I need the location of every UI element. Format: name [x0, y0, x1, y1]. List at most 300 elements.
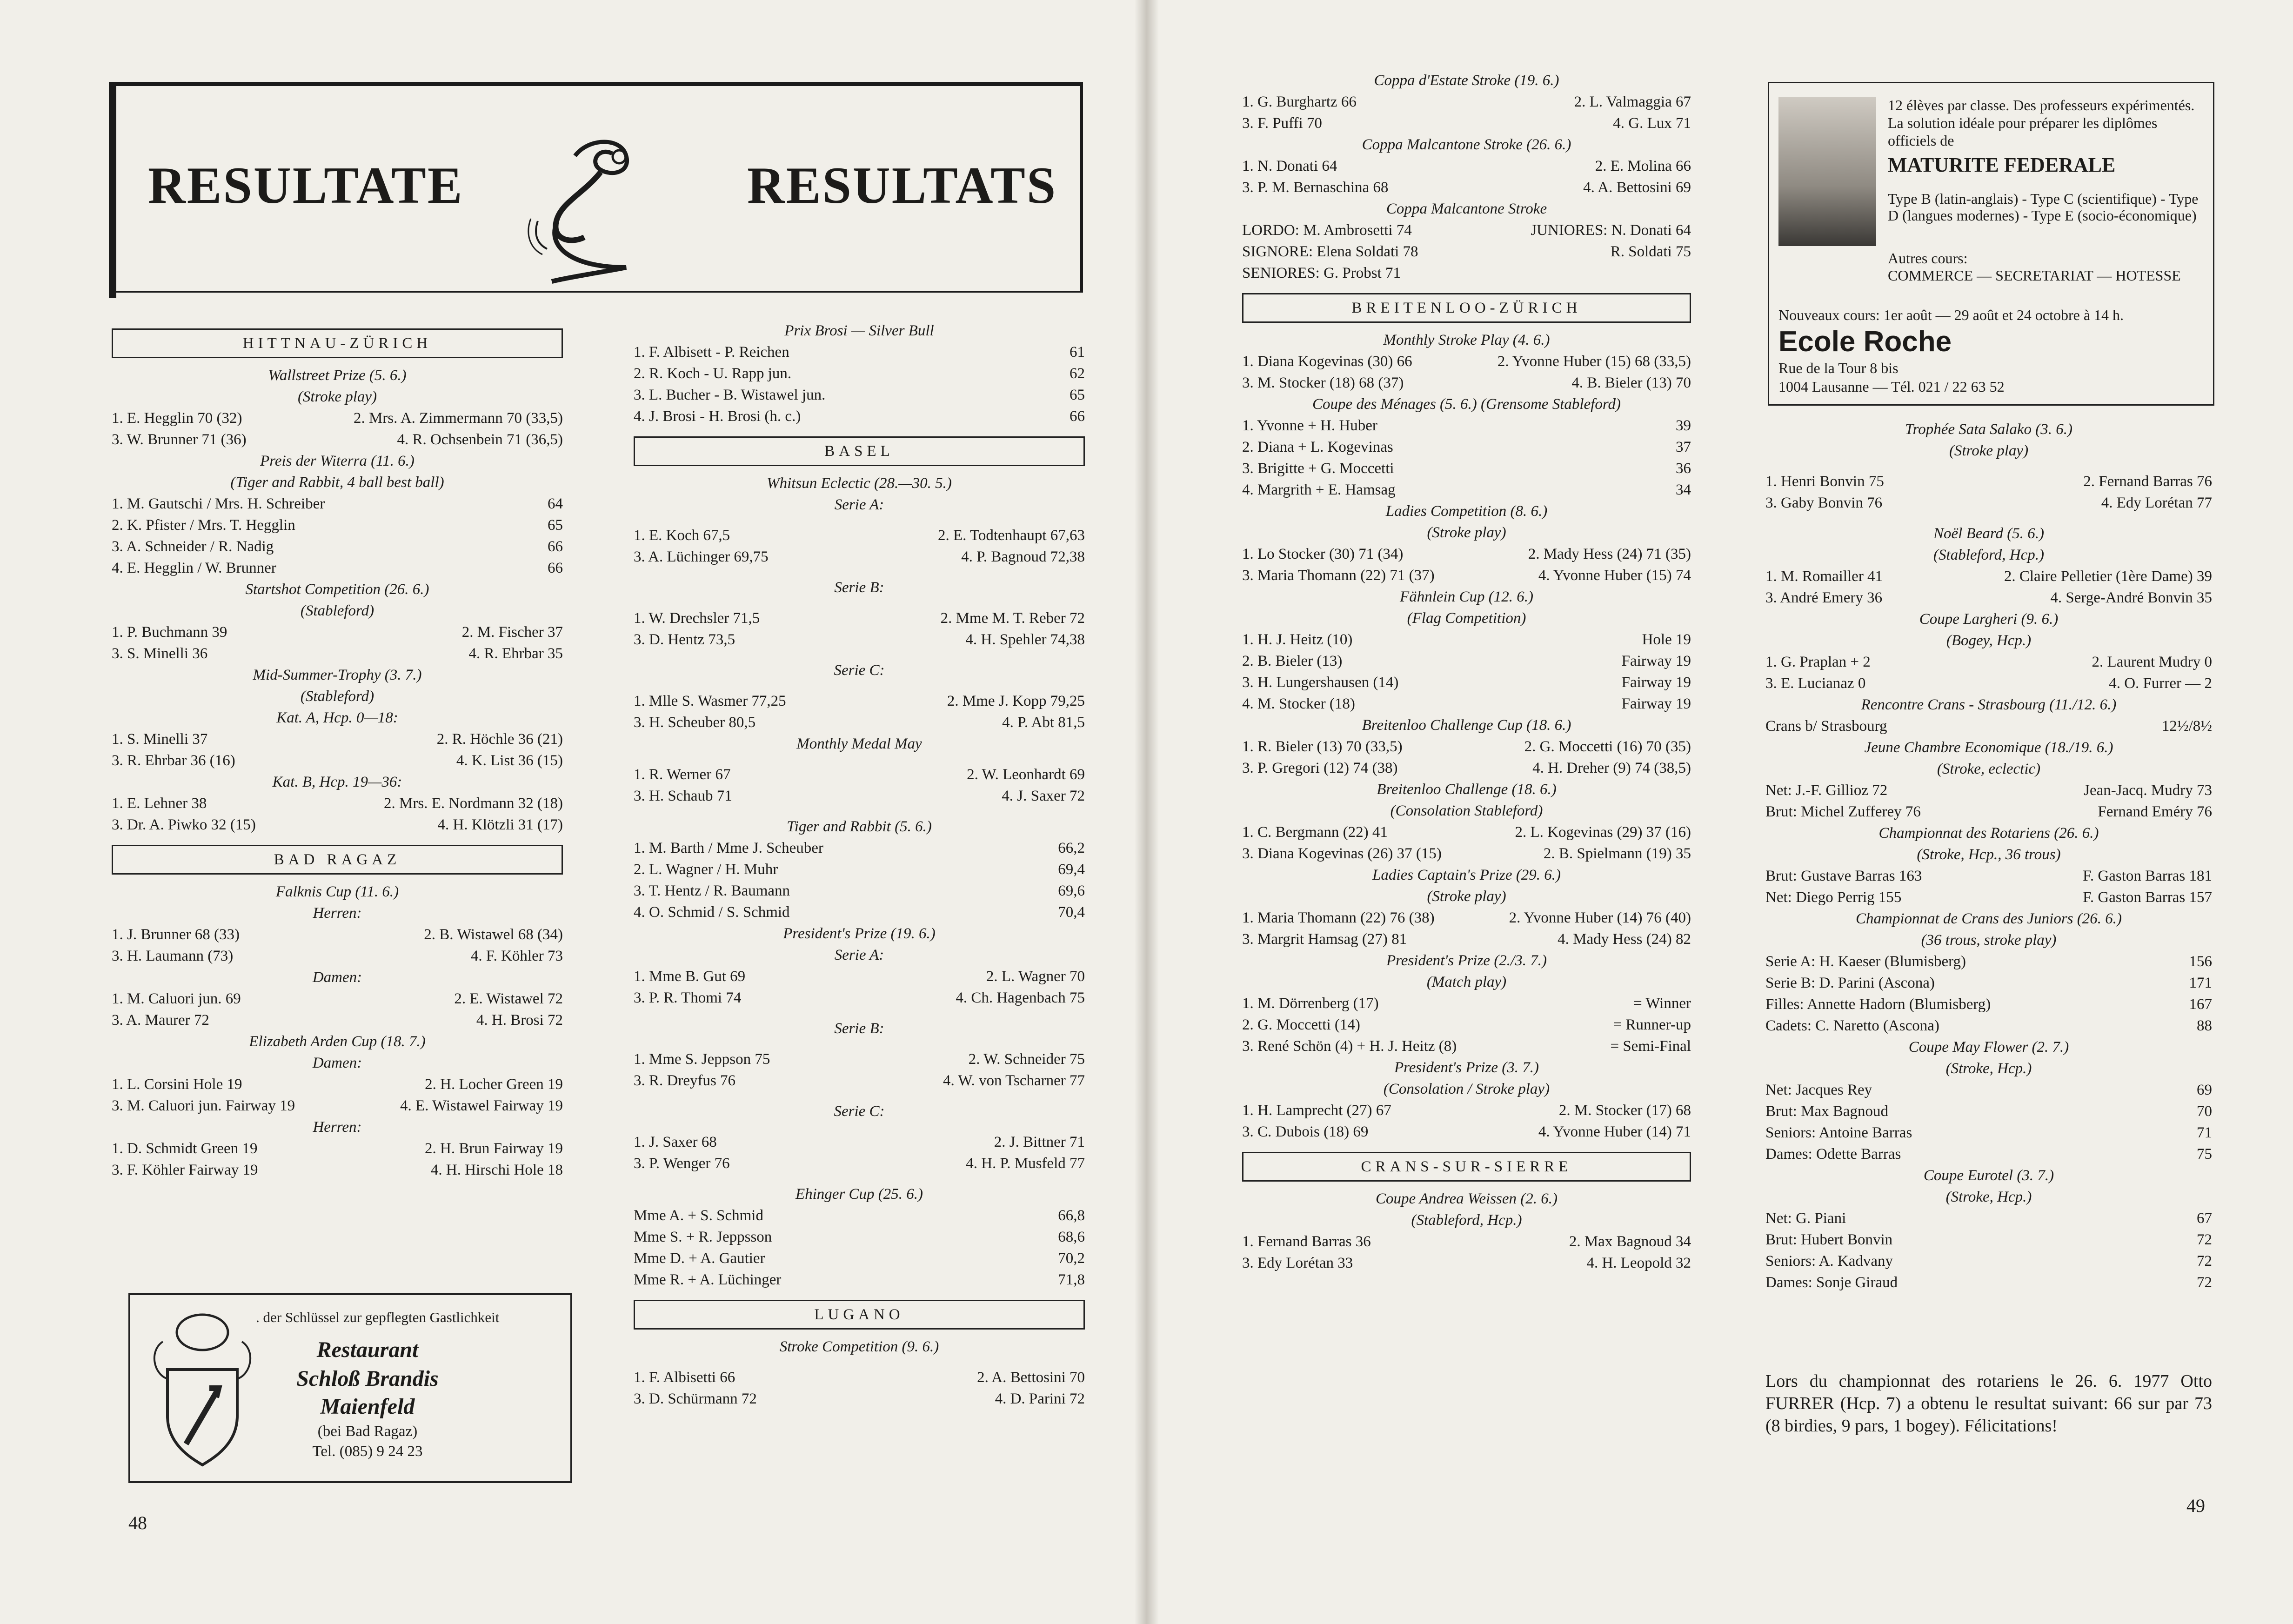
competition-title: (Stableford)	[300, 688, 374, 705]
spacer	[1242, 1143, 1691, 1152]
result-left: 3. Brigitte + G. Moccetti	[1242, 460, 1394, 477]
result-left: 1. L. Corsini Hole 19	[112, 1076, 242, 1093]
competition-title: Coupe Largheri (9. 6.)	[1919, 611, 2059, 628]
result-left: 1. G. Burghartz 66	[1242, 94, 1357, 110]
competition-title: Monthly Stroke Play (4. 6.)	[1383, 332, 1550, 348]
result-left: Serie A: H. Kaeser (Blumisberg)	[1765, 953, 1966, 970]
competition-title: (Stroke, eclectic)	[1937, 761, 2041, 777]
ad-tagline: . der Schlüssel zur gepflegten Gastlichkeit	[256, 1309, 500, 1325]
result-left: 3. P. M. Bernaschina 68	[1242, 179, 1389, 196]
result-row	[634, 880, 1085, 902]
result-right: 71,8	[1058, 1271, 1085, 1288]
ad-location: (bei Bad Ragaz)	[317, 1423, 418, 1440]
section-header: BASEL	[634, 436, 1085, 466]
result-right: 2. Mme J. Kopp 79,25	[947, 693, 1085, 709]
result-right: Hole 19	[1642, 631, 1691, 648]
right-column-1	[1242, 70, 1691, 1274]
competition-title: Noël Beard (5. 6.)	[1933, 525, 2044, 542]
result-left: 1. F. Albisett - P. Reichen	[634, 344, 789, 361]
result-left: 1. P. Buchmann 39	[112, 624, 227, 641]
result-row	[634, 363, 1085, 384]
result-row	[634, 859, 1085, 880]
competition-title: President's Prize (2./3. 7.)	[1386, 952, 1547, 969]
result-left: Mme R. + A. Lüchinger	[634, 1271, 782, 1288]
result-left: 1. R. Werner 67	[634, 766, 731, 783]
competition-title: Kat. B, Hcp. 19—36:	[272, 774, 402, 790]
result-row	[1242, 351, 1691, 372]
competition-title: Stroke Competition (9. 6.)	[779, 1338, 939, 1355]
result-row	[634, 608, 1085, 629]
spacer	[112, 835, 563, 845]
result-row	[634, 629, 1085, 650]
result-row	[634, 546, 1085, 568]
result-right: 2. H. Locher Green 19	[425, 1076, 563, 1093]
result-left: Mme A. + S. Schmid	[634, 1207, 763, 1224]
result-right: 2. H. Brun Fairway 19	[425, 1140, 563, 1157]
ad-school: Ecole Roche	[1778, 326, 1952, 358]
result-right: 4. H. P. Musfeld 77	[966, 1155, 1085, 1172]
result-left: 3. A. Maurer 72	[112, 1012, 209, 1029]
result-left: 3. L. Bucher - B. Wistawel jun.	[634, 387, 826, 403]
section-header: HITTNAU-ZÜRICH	[112, 328, 563, 358]
section-header: CRANS-SUR-SIERRE	[1242, 1152, 1691, 1182]
result-row	[1242, 479, 1691, 501]
result-left: 3. W. Brunner 71 (36)	[112, 431, 247, 448]
result-row	[112, 643, 563, 664]
spacer	[634, 427, 1085, 436]
page-number-left: 48	[128, 1512, 147, 1533]
result-left: 3. E. Lucianaz 0	[1765, 675, 1866, 692]
competition-title: Rencontre Crans - Strasbourg (11./12. 6.)	[1861, 696, 2117, 713]
result-left: 1. M. Romailler 41	[1765, 568, 1883, 585]
result-row	[1765, 780, 2212, 801]
result-left: 4. E. Hegglin / W. Brunner	[112, 560, 276, 576]
result-row	[1765, 566, 2212, 587]
result-left: 1. C. Bergmann (22) 41	[1242, 824, 1388, 841]
spacer	[634, 515, 1085, 525]
spacer	[634, 681, 1085, 690]
competition-title: Ladies Competition (8. 6.)	[1385, 503, 1548, 520]
result-row	[1765, 1250, 2212, 1272]
result-left: 1. E. Lehner 38	[112, 795, 207, 812]
result-row	[1242, 177, 1691, 198]
result-row	[112, 493, 563, 515]
result-right: 2. Claire Pelletier (1ère Dame) 39	[2004, 568, 2212, 585]
result-left: 3. H. Scheuber 80,5	[634, 714, 756, 731]
result-left: SIGNORE: Elena Soldati 78	[1242, 243, 1418, 260]
result-left: 3. H. Schaub 71	[634, 788, 732, 804]
competition-title: (Consolation / Stroke play)	[1383, 1081, 1550, 1097]
competition-title: Herren:	[313, 905, 362, 922]
result-left: 3. S. Minelli 36	[112, 645, 208, 662]
ad-other-label: Autres cours:	[1888, 250, 1968, 267]
result-left: 4. M. Stocker (18)	[1242, 695, 1355, 712]
result-right: 69,6	[1058, 882, 1085, 899]
result-left: 1. M. Caluori jun. 69	[112, 990, 241, 1007]
result-row	[1242, 843, 1691, 864]
golfer-logo-icon	[519, 128, 659, 286]
result-right: 4. P. Bagnoud 72,38	[961, 548, 1085, 565]
result-right: = Runner-up	[1613, 1016, 1691, 1033]
competition-title: Coupe May Flower (2. 7.)	[1908, 1039, 2069, 1056]
result-left: 3. C. Dubois (18) 69	[1242, 1123, 1369, 1140]
spacer	[634, 1009, 1085, 1018]
result-right: 4. F. Köhler 73	[470, 948, 563, 964]
result-left: 1. Mlle S. Wasmer 77,25	[634, 693, 786, 709]
competition-title: Serie B:	[834, 579, 884, 596]
result-row	[112, 945, 563, 967]
result-left: 1. M. Gautschi / Mrs. H. Schreiber	[112, 495, 325, 512]
result-left: 3. Maria Thomann (22) 71 (37)	[1242, 567, 1435, 584]
ad-address-2: 1004 Lausanne — Tél. 021 / 22 63 52	[1778, 378, 2005, 395]
result-left: 2. Diana + L. Kogevinas	[1242, 439, 1393, 455]
result-left: Dames: Sonje Giraud	[1765, 1274, 1898, 1291]
result-row	[634, 966, 1085, 987]
left-column-2	[634, 320, 1085, 1410]
result-row	[1765, 651, 2212, 673]
result-right: 72	[2197, 1274, 2212, 1291]
competition-title: Coupe Andrea Weissen (2. 6.)	[1375, 1190, 1558, 1207]
result-left: 1. Mme B. Gut 69	[634, 968, 746, 985]
result-right: 67	[2197, 1210, 2212, 1227]
result-right: 2. Fernand Barras 76	[2083, 473, 2212, 490]
result-right: 66	[548, 538, 563, 555]
result-row	[1765, 471, 2212, 492]
result-left: 1. H. Lamprecht (27) 67	[1242, 1102, 1391, 1119]
result-row	[1765, 1122, 2212, 1143]
result-row	[634, 406, 1085, 427]
result-right: 61	[1070, 344, 1085, 361]
result-row	[1242, 907, 1691, 929]
competition-title: (Match play)	[1426, 974, 1507, 990]
result-left: 3. Dr. A. Piwko 32 (15)	[112, 816, 256, 833]
competition-title: Ehinger Cup (25. 6.)	[795, 1186, 923, 1203]
result-right: 70	[2197, 1103, 2212, 1120]
page-number-right: 49	[2186, 1495, 2205, 1516]
section-header: BREITENLOO-ZÜRICH	[1242, 293, 1691, 323]
competition-title: Startshot Competition (26. 6.)	[245, 581, 429, 598]
result-right: 2. E. Todtenhaupt 67,63	[937, 527, 1085, 544]
result-right: 2. M. Fischer 37	[461, 624, 563, 641]
result-left: 1. Henri Bonvin 75	[1765, 473, 1884, 490]
result-left: 3. R. Ehrbar 36 (16)	[112, 752, 235, 769]
competition-title: Championnat de Crans des Juniors (26. 6.)	[1856, 910, 2122, 927]
competition-title: Coppa d'Estate Stroke (19. 6.)	[1374, 72, 1559, 89]
result-row	[1242, 1100, 1691, 1121]
result-left: 2. K. Pfister / Mrs. T. Hegglin	[112, 517, 295, 534]
result-row	[112, 1074, 563, 1095]
result-right: = Winner	[1633, 995, 1691, 1012]
result-left: Net: J.-F. Gillioz 72	[1765, 782, 1888, 799]
result-left: 3. P. Gregori (12) 74 (38)	[1242, 760, 1398, 776]
result-row	[1242, 113, 1691, 134]
result-left: 1. Fernand Barras 36	[1242, 1233, 1371, 1250]
result-row	[1765, 673, 2212, 694]
ad-address-1: Rue de la Tour 8 bis	[1778, 360, 1899, 376]
result-row	[1765, 865, 2212, 887]
result-row	[112, 408, 563, 429]
header-banner	[110, 82, 1083, 293]
result-row	[634, 712, 1085, 733]
result-left: 1. S. Minelli 37	[112, 731, 208, 748]
result-left: 2. G. Moccetti (14)	[1242, 1016, 1360, 1033]
result-right: 2. W. Leonhardt 69	[967, 766, 1085, 783]
result-left: 3. M. Stocker (18) 68 (37)	[1242, 374, 1404, 391]
result-right: 4. H. Klötzli 31 (17)	[437, 816, 563, 833]
result-right: 4. H. Hirschi Hole 18	[430, 1162, 563, 1178]
result-row	[112, 750, 563, 771]
competition-title: (Stableford, Hcp.)	[1411, 1212, 1522, 1229]
competition-title: (Flag Competition)	[1407, 610, 1526, 627]
result-left: 1. E. Hegglin 70 (32)	[112, 410, 242, 427]
result-left: 3. P. Wenger 76	[634, 1155, 730, 1172]
result-right: Fairway 19	[1621, 653, 1691, 669]
result-right: 75	[2197, 1146, 2212, 1163]
result-right: 156	[2189, 953, 2212, 970]
result-left: 3. D. Schürmann 72	[634, 1390, 757, 1407]
result-left: Seniors: A. Kadvany	[1765, 1253, 1893, 1270]
result-right: 2. R. Höchle 36 (21)	[436, 731, 563, 748]
result-right: 2. M. Stocker (17) 68	[1558, 1102, 1691, 1119]
result-right: 2. Yvonne Huber (15) 68 (33,5)	[1497, 353, 1691, 370]
competition-title: Ladies Captain's Prize (29. 6.)	[1372, 867, 1561, 883]
spacer	[634, 1357, 1085, 1367]
result-left: Brut: Michel Zufferey 76	[1765, 803, 1921, 820]
competition-title: Monthly Medal May	[796, 735, 922, 752]
result-row	[634, 987, 1085, 1009]
result-left: 4. Margrith + E. Hamsag	[1242, 481, 1396, 498]
result-right: 4. H. Dreher (9) 74 (38,5)	[1532, 760, 1691, 776]
result-row	[1242, 262, 1691, 284]
result-right: 4. G. Lux 71	[1613, 115, 1691, 132]
result-right: 2. J. Bittner 71	[994, 1134, 1085, 1150]
result-right: 4. H. Brosi 72	[476, 1012, 563, 1029]
result-left: Filles: Annette Hadorn (Blumisberg)	[1765, 996, 1991, 1013]
result-right: 2. B. Spielmann (19) 35	[1543, 845, 1691, 862]
result-row	[1765, 887, 2212, 908]
closing-note: Lors du championnat des rotariens le 26. 6. 1977 Otto FURRER (Hcp. 7) a obtenu le resultat suivant: 66 sur par 73 (8 birdies, 9 pars, 1 bogey). Félicitations!	[1765, 1371, 2212, 1436]
result-right: 66,8	[1058, 1207, 1085, 1224]
ad-heading: MATURITE FEDERALE	[1888, 154, 2116, 176]
result-right: Fairway 19	[1621, 674, 1691, 691]
result-right: 2. Yvonne Huber (14) 76 (40)	[1509, 909, 1691, 926]
spacer	[634, 1174, 1085, 1183]
spacer	[634, 1122, 1085, 1131]
result-left: 3. René Schön (4) + H. J. Heitz (8)	[1242, 1038, 1457, 1055]
result-row	[634, 1049, 1085, 1070]
result-row	[1242, 629, 1691, 650]
result-left: 3. André Emery 36	[1765, 589, 1883, 606]
right-column-2	[1765, 419, 2212, 1293]
result-row	[1242, 458, 1691, 479]
competition-title: Prix Brosi — Silver Bull	[784, 322, 934, 339]
result-right: 2. L. Wagner 70	[986, 968, 1085, 985]
competition-title: Damen:	[312, 969, 362, 986]
competition-title: (Stroke, Hcp.)	[1945, 1189, 2032, 1205]
result-right: 69	[2197, 1082, 2212, 1098]
result-left: 1. R. Bieler (13) 70 (33,5)	[1242, 738, 1403, 755]
result-row	[112, 557, 563, 579]
competition-title: Jeune Chambre Economique (18./19. 6.)	[1864, 739, 2113, 756]
result-left: Mme S. + R. Jeppsson	[634, 1229, 772, 1245]
result-row	[634, 1070, 1085, 1091]
result-row	[112, 1159, 563, 1181]
result-right: 2. L. Valmaggia 67	[1574, 94, 1691, 110]
restaurant-ad	[128, 1293, 572, 1483]
result-left: 1. D. Schmidt Green 19	[112, 1140, 258, 1157]
result-row	[1765, 587, 2212, 608]
result-left: 3. H. Laumann (73)	[112, 948, 234, 964]
result-right: 65	[548, 517, 563, 534]
competition-title: Coupe Eurotel (3. 7.)	[1923, 1167, 2054, 1184]
result-left: 3. A. Lüchinger 69,75	[634, 548, 769, 565]
result-right: 72	[2197, 1253, 2212, 1270]
competition-title: (36 trous, stroke play)	[1921, 932, 2057, 949]
competition-title: Falknis Cup (11. 6.)	[275, 883, 399, 900]
result-right: 4. R. Ehrbar 35	[468, 645, 563, 662]
result-row	[634, 341, 1085, 363]
result-right: 72	[2197, 1231, 2212, 1248]
result-row	[112, 515, 563, 536]
result-left: Net: G. Piani	[1765, 1210, 1846, 1227]
competition-title: Elizabeth Arden Cup (18. 7.)	[249, 1033, 426, 1050]
result-right: 4. R. Ochsenbein 71 (36,5)	[397, 431, 563, 448]
competition-title: Tiger and Rabbit (5. 6.)	[787, 818, 932, 835]
competition-title: Wallstreet Prize (5. 6.)	[268, 367, 407, 384]
result-row	[112, 536, 563, 557]
result-left: Net: Jacques Rey	[1765, 1082, 1872, 1098]
result-right: 62	[1070, 365, 1085, 382]
result-right: 66	[548, 560, 563, 576]
result-left: 3. F. Puffi 70	[1242, 115, 1322, 132]
competition-title: (Bogey, Hcp.)	[1946, 632, 2032, 649]
result-left: 1. E. Koch 67,5	[634, 527, 730, 544]
result-row	[1765, 1229, 2212, 1250]
result-left: 3. Diana Kogevinas (26) 37 (15)	[1242, 845, 1442, 862]
result-row	[112, 429, 563, 450]
result-left: Mme D. + A. Gautier	[634, 1250, 765, 1267]
result-right: 2. Laurent Mudry 0	[2092, 654, 2212, 670]
result-left: 1. N. Donati 64	[1242, 158, 1337, 174]
left-column-1	[112, 328, 563, 1181]
result-row	[634, 1131, 1085, 1153]
competition-title: Breitenloo Challenge Cup (18. 6.)	[1362, 717, 1571, 734]
result-right: 66	[1070, 408, 1085, 425]
spacer	[1765, 514, 2212, 523]
spacer	[1242, 284, 1691, 293]
result-left: 3. Edy Lorétan 33	[1242, 1255, 1353, 1271]
result-row	[1765, 1101, 2212, 1122]
competition-title: Serie A:	[834, 496, 884, 513]
competition-title: Whitsun Eclectic (28.—30. 5.)	[767, 475, 952, 492]
result-left: Net: Diego Perrig 155	[1765, 889, 1902, 906]
spacer	[634, 650, 1085, 660]
result-row	[112, 1009, 563, 1031]
result-row	[1765, 1208, 2212, 1229]
result-left: LORDO: M. Ambrosetti 74	[1242, 222, 1412, 239]
spacer	[634, 807, 1085, 816]
result-row	[1242, 436, 1691, 458]
result-row	[634, 1205, 1085, 1226]
result-row	[634, 384, 1085, 406]
result-row	[1765, 492, 2212, 514]
result-row	[634, 1226, 1085, 1248]
result-left: Cadets: C. Naretto (Ascona)	[1765, 1017, 1939, 1034]
result-row	[634, 785, 1085, 807]
competition-title: (Stroke play)	[297, 388, 377, 405]
section-header: BAD RAGAZ	[112, 845, 563, 875]
result-row	[1242, 650, 1691, 672]
result-left: 1. J. Saxer 68	[634, 1134, 717, 1150]
result-right: 4. W. von Tscharner 77	[943, 1072, 1085, 1089]
result-right: 2. B. Wistawel 68 (34)	[424, 926, 563, 943]
result-row	[1242, 736, 1691, 757]
spacer	[634, 755, 1085, 764]
result-left: 3. H. Lungershausen (14)	[1242, 674, 1399, 691]
result-row	[634, 1153, 1085, 1174]
result-row	[112, 1138, 563, 1159]
result-left: 1. Yvonne + H. Huber	[1242, 417, 1377, 434]
result-right: 4. K. List 36 (15)	[456, 752, 563, 769]
result-left: 3. A. Schneider / R. Nadig	[112, 538, 274, 555]
result-row	[112, 988, 563, 1009]
result-right: 2. Max Bagnoud 34	[1569, 1233, 1691, 1250]
ad-intro: 12 élèves par classe. Des professeurs expérimentés. La solution idéale pour préparer les diplômes officiels de	[1888, 97, 2195, 149]
competition-title: Serie C:	[834, 1103, 885, 1120]
result-left: 1. J. Brunner 68 (33)	[112, 926, 240, 943]
result-right: R. Soldati 75	[1610, 243, 1691, 260]
competition-title: Herren:	[313, 1119, 362, 1136]
result-right: 4. Mady Hess (24) 82	[1558, 931, 1691, 948]
competition-title: (Stroke play)	[1427, 888, 1506, 905]
result-right: 2. E. Wistawel 72	[454, 990, 563, 1007]
competition-title: President's Prize (19. 6.)	[783, 925, 936, 942]
title-resultate: RESULTATE	[148, 157, 464, 214]
result-row	[1242, 415, 1691, 436]
result-row	[1242, 929, 1691, 950]
result-row	[1765, 1143, 2212, 1165]
result-right: 88	[2197, 1017, 2212, 1034]
ad-town: Maienfeld	[320, 1394, 415, 1419]
result-right: 65	[1070, 387, 1085, 403]
competition-title: (Stableford)	[300, 602, 374, 619]
result-left: Brut: Gustave Barras 163	[1765, 868, 1922, 884]
result-right: 4. Yvonne Huber (14) 71	[1538, 1123, 1691, 1140]
result-row	[634, 1269, 1085, 1290]
result-right: 4. B. Bieler (13) 70	[1571, 374, 1691, 391]
result-left: 2. R. Koch - U. Rapp jun.	[634, 365, 792, 382]
competition-title: Serie B:	[834, 1020, 884, 1037]
result-row	[1242, 91, 1691, 113]
result-right: 4. E. Wistawel Fairway 19	[400, 1097, 563, 1114]
result-row	[112, 814, 563, 835]
competition-title: (Stroke, Hcp., 36 trous)	[1917, 846, 2061, 863]
result-row	[634, 1367, 1085, 1388]
result-right: 2. Mme M. T. Reber 72	[940, 610, 1085, 627]
result-left: 3. R. Dreyfus 76	[634, 1072, 736, 1089]
result-row	[1242, 693, 1691, 715]
ad-phone: Tel. (085) 9 24 23	[312, 1443, 423, 1460]
result-left: 1. Diana Kogevinas (30) 66	[1242, 353, 1412, 370]
result-row	[1765, 994, 2212, 1015]
result-row	[112, 728, 563, 750]
result-left: 3. P. R. Thomi 74	[634, 989, 742, 1006]
result-right: 71	[2197, 1124, 2212, 1141]
result-right: 66,2	[1058, 840, 1085, 856]
result-row	[1765, 715, 2212, 737]
result-row	[634, 690, 1085, 712]
competition-title: Damen:	[312, 1055, 362, 1071]
